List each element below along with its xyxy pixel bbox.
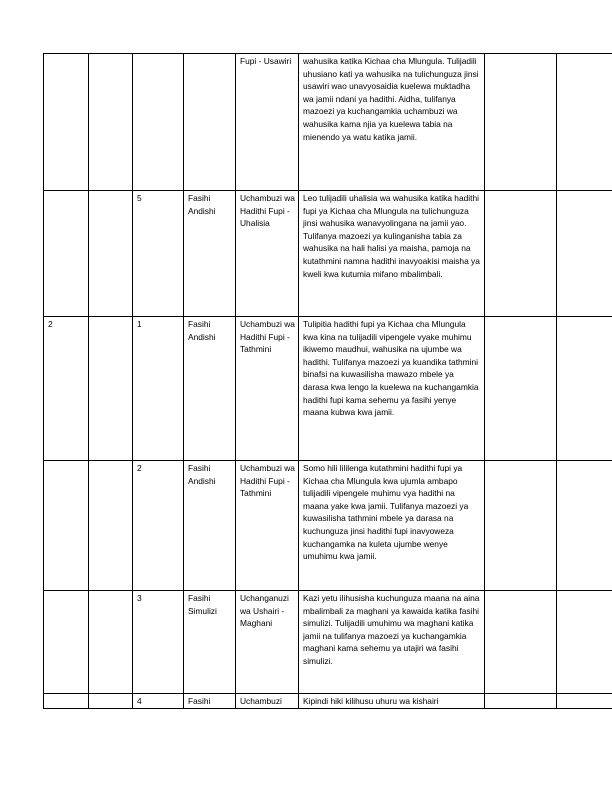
description-cell: Somo hili lililenga kutathmini hadithi fupi ya Kichaa cha Mlungula kwa ujumla ambapo tulijadili vipengele muhimu vya hadithi na maana yake kwa jamii. Tulifanya mazoezi ya kuwasilisha tathmini mbele ya darasa na kuchunguza jinsi hadithi fupi inavyoweza kuchangamka na kuleta ujumbe wenye umuhimu kwa jamii. <box>299 461 485 591</box>
description-cell: Leo tulijadili uhalisia wa wahusika katika hadithi fupi ya Kichaa cha Mlungula na tulichunguza jinsi wahusika wanavyolingana na jamii yao. Tulifanya mazoezi ya kulinganisha tabia za wahusika na hali halisi ya maisha, pamoja na kutathmini namna hadithi inavyoakisi maisha ya kweli kwa kutumia mifano mbalimbali. <box>299 191 485 317</box>
lesson-number-cell: 2 <box>133 461 184 591</box>
week-cell <box>44 694 89 709</box>
lesson-number-cell <box>133 54 184 191</box>
lesson-number-cell: 4 <box>133 694 184 709</box>
area-cell: Fasihi <box>184 694 236 709</box>
area-cell <box>184 54 236 191</box>
blank-cell <box>485 54 557 191</box>
table-row <box>44 461 612 591</box>
week-cell <box>44 591 89 694</box>
description-cell: wahusika katika Kichaa cha Mlungula. Tulijadili uhusiano kati ya wahusika na tulichunguza jinsi usawiri wao unavyosaidia kuelewa muktadha wa jamii ndani ya hadithi. Aidha, tulifanya mazoezi ya kuchangamkia uchambuzi wa wahusika kama njia ya kuelewa tabia na mienendo ya watu katika jamii. <box>299 54 485 191</box>
area-cell: Fasihi Andishi <box>184 191 236 317</box>
table-row <box>44 54 612 191</box>
topic-cell: Uchambuzi wa Hadithi Fupi - Tathmini <box>236 317 299 461</box>
week-cell <box>44 54 89 191</box>
blank-cell <box>485 461 557 591</box>
blank-cell <box>89 54 133 191</box>
week-cell: 2 <box>44 317 89 461</box>
description-cell: Kazi yetu ilihusisha kuchunguza maana na aina mbalimbali za maghani ya kawaida katika fasihi simulizi. Tulijadili umuhimu wa maghani katika jamii na tulifanya mazoezi ya kuchangamkia maghani kama sehemu ya utajiri wa fasihi simulizi. <box>299 591 485 694</box>
blank-cell <box>557 591 612 694</box>
blank-cell <box>485 591 557 694</box>
area-cell: Fasihi Andishi <box>184 461 236 591</box>
area-cell: Fasihi Andishi <box>184 317 236 461</box>
blank-cell <box>89 317 133 461</box>
topic-cell: Uchambuzi wa Hadithi Fupi - Uhalisia <box>236 191 299 317</box>
blank-cell <box>485 317 557 461</box>
blank-cell <box>557 317 612 461</box>
table-row <box>44 694 612 709</box>
table-row <box>44 317 612 461</box>
topic-cell: Fupi - Usawiri <box>236 54 299 191</box>
blank-cell <box>89 461 133 591</box>
blank-cell <box>557 694 612 709</box>
lesson-number-cell: 3 <box>133 591 184 694</box>
blank-cell <box>557 191 612 317</box>
week-cell <box>44 461 89 591</box>
blank-cell <box>89 591 133 694</box>
topic-cell: Uchambuzi <box>236 694 299 709</box>
blank-cell <box>89 191 133 317</box>
lesson-number-cell: 5 <box>133 191 184 317</box>
lesson-log-table <box>43 53 612 709</box>
description-cell: Tulipitia hadithi fupi ya Kichaa cha Mlungula kwa kina na tulijadili vipengele vyake muhimu ikiwemo maudhui, wahusika na ujumbe wa hadithi. Tulifanya mazoezi ya kuandika tathmini binafsi na kuwasilisha mawazo mbele ya darasa kwa lengo la kuelewa na kuchangamkia hadithi fupi kama sehemu ya fasihi yenye maana kubwa kwa jamii. <box>299 317 485 461</box>
blank-cell <box>557 461 612 591</box>
blank-cell <box>485 694 557 709</box>
table-row <box>44 191 612 317</box>
topic-cell: Uchanganuzi wa Ushairi - Maghani <box>236 591 299 694</box>
description-cell: Kipindi hiki kilihusu uhuru wa kishairi <box>299 694 485 709</box>
area-cell: Fasihi Simulizi <box>184 591 236 694</box>
blank-cell <box>89 694 133 709</box>
blank-cell <box>485 191 557 317</box>
blank-cell <box>557 54 612 191</box>
week-cell <box>44 191 89 317</box>
topic-cell: Uchambuzi wa Hadithi Fupi - Tathmini <box>236 461 299 591</box>
table-row <box>44 591 612 694</box>
lesson-number-cell: 1 <box>133 317 184 461</box>
